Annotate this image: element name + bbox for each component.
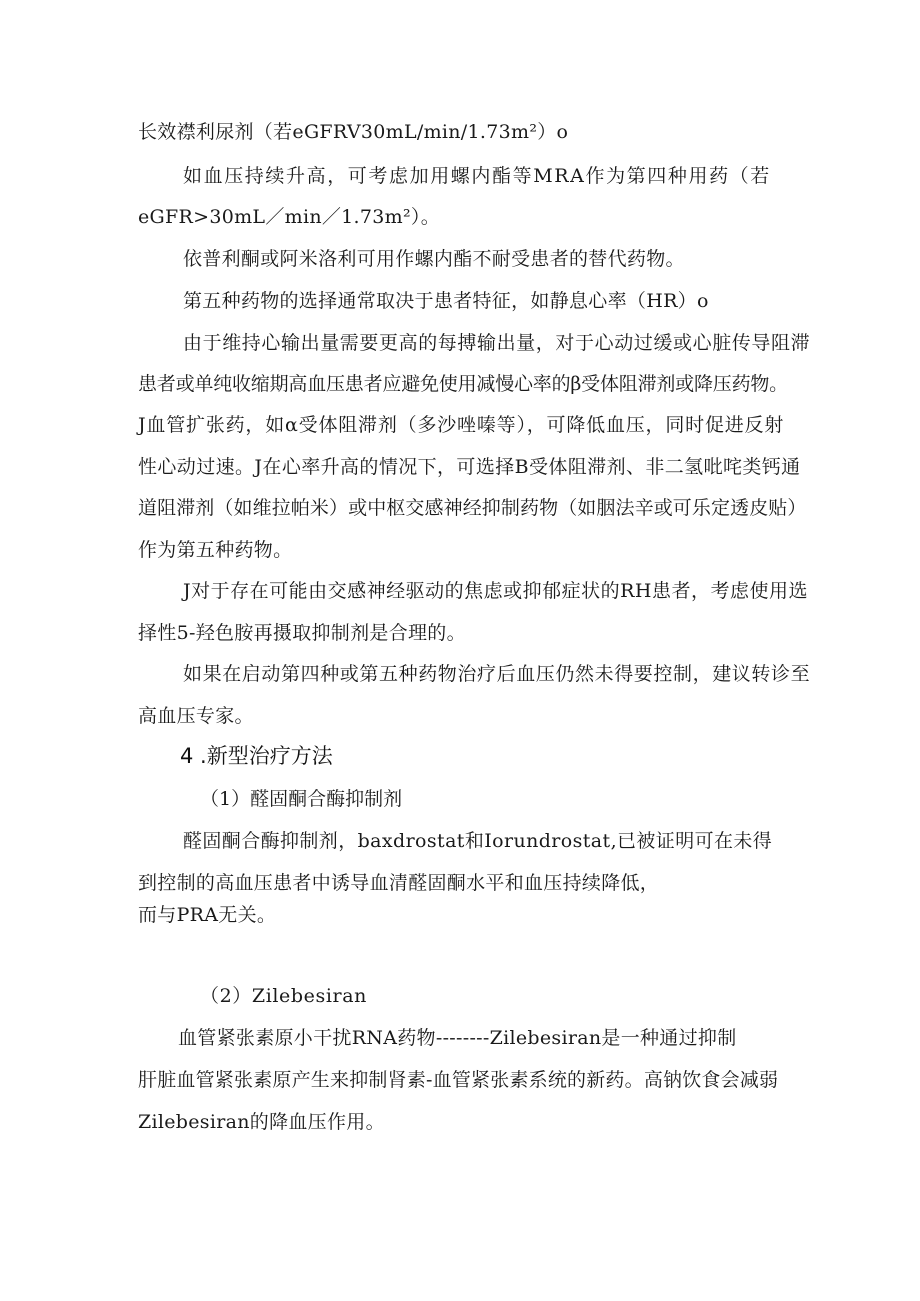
paragraph-line: 如血压持续升高，可考虑加用螺内酯等MRA作为第四种用药（若 <box>183 165 771 187</box>
paragraph-line: 肝脏血管紧张素原产生来抑制肾素-血管紧张素系统的新药。高钠饮食会减弱 <box>138 1069 779 1091</box>
paragraph-line: Zilebesiran的降血压作用。 <box>138 1111 385 1133</box>
paragraph-line: 如果在启动第四种或第五种药物治疗后血压仍然未得要控制，建议转诊至 <box>183 663 811 685</box>
paragraph-line: 长效襟利尿剂（若eGFRV30mL/min/1.73m²）o <box>138 121 569 143</box>
paragraph-line: J血管扩张药，如α受体阻滞剂（多沙唑嗪等），可降低血压，同时促进反射 <box>138 414 785 436</box>
paragraph-line: 患者或单纯收缩期高血压患者应避免使用减慢心率的β受体阻滞剂或降压药物。 <box>138 373 788 395</box>
subsection-heading: （2）Zilebesiran <box>200 985 367 1007</box>
paragraph-line: 第五种药物的选择通常取决于患者特征，如静息心率（HR）o <box>183 290 709 312</box>
paragraph-line: 择性5-羟色胺再摄取抑制剂是合理的。 <box>138 622 466 644</box>
paragraph-line: 到控制的高血压患者中诱导血清醛固酮水平和血压持续降低， <box>138 872 660 894</box>
paragraph-line: 而与PRA无关。 <box>138 904 277 926</box>
paragraph-line: 性心动过速。J在心率升高的情况下，可选择B受体阻滞剂、非二氢吡咤类钙通 <box>138 456 801 478</box>
paragraph-line: eGFR>30mL／min／1.73m²）。 <box>138 206 441 228</box>
section-heading: 4 .新型治疗方法 <box>180 744 333 768</box>
paragraph-line: J对于存在可能由交感神经驱动的焦虑或抑郁症状的RH患者，考虑使用选 <box>183 580 808 602</box>
paragraph-line: 作为第五种药物。 <box>138 539 293 561</box>
paragraph-line: 高血压专家。 <box>138 705 254 727</box>
paragraph-line: 由于维持心输出量需要更高的每搏输出量，对于心动过缓或心脏传导阻滞 <box>183 332 811 354</box>
paragraph-line: 醛固酮合酶抑制剂，baxdrostat和Iorundrostat,已被证明可在未得 <box>183 830 773 852</box>
paragraph-line: 血管紧张素原小干扰RNA药物--------Zilebesiran是一种通过抑制 <box>178 1027 737 1049</box>
paragraph-line: 道阻滞剂（如维拉帕米）或中枢交感神经抑制药物（如胭法辛或可乐定透皮贴） <box>138 497 807 519</box>
paragraph-line: 依普利酮或阿米洛利可用作螺内酯不耐受患者的替代药物。 <box>183 248 685 270</box>
subsection-heading: （1）醛固酮合酶抑制剂 <box>200 788 403 810</box>
